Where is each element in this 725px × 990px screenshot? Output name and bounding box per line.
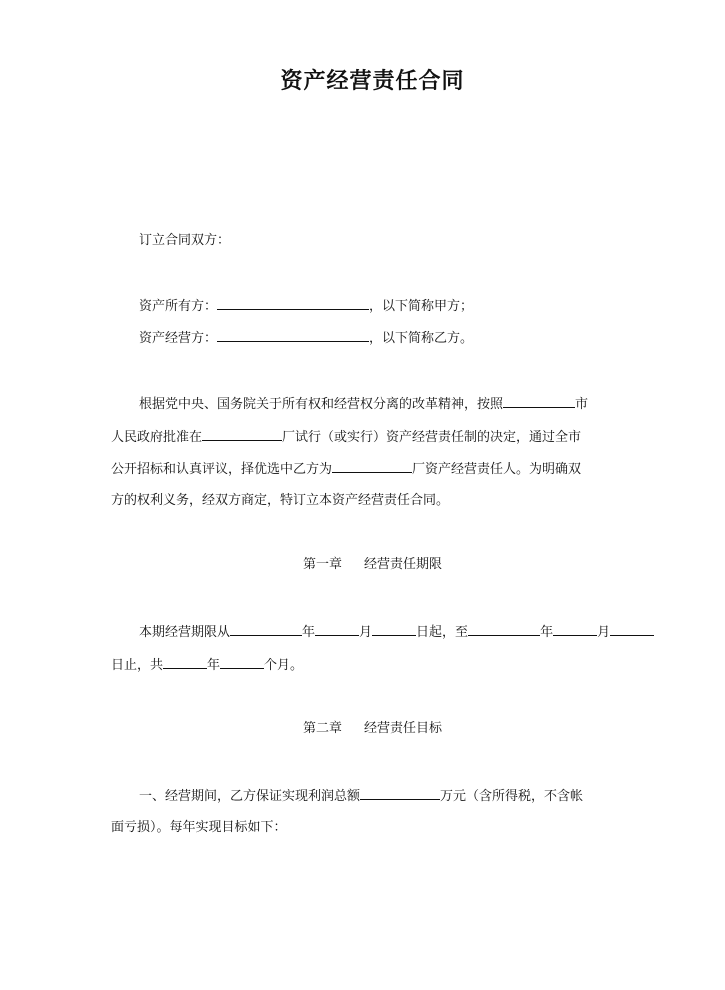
- chapter-name: 经营责任目标: [364, 721, 443, 736]
- chapter-number: 第一章: [302, 557, 342, 572]
- owner-name-blank[interactable]: [217, 296, 369, 310]
- preamble-line-4: 方的权利义务，经双方商定，特订立本资产经营责任合同。: [111, 493, 450, 508]
- document-title: 资产经营责任合同: [280, 69, 465, 94]
- city-blank[interactable]: [503, 394, 575, 408]
- preamble-text: 公开招标和认真评议，择优选中乙方为: [111, 462, 333, 477]
- term-text: 日止，共: [111, 658, 164, 673]
- chapter-1-heading: [0, 556, 725, 574]
- preamble-text: 市: [575, 397, 589, 412]
- preamble-text: 人民政府批准在: [111, 430, 203, 445]
- chapter-2-heading: [0, 720, 725, 738]
- factory-blank-2[interactable]: [332, 459, 412, 473]
- owner-suffix: ，以下简称甲方；: [369, 299, 474, 314]
- term-line-2: [111, 655, 303, 675]
- start-year-blank[interactable]: [230, 622, 302, 636]
- month-label: 月: [359, 625, 373, 640]
- year-label: 年: [207, 658, 221, 673]
- operator-label: 资产经营方：: [139, 331, 218, 346]
- preamble-line-2: [111, 427, 581, 447]
- target-text: 一、经营期间，乙方保证实现利润总额: [139, 789, 361, 804]
- chapter-number: 第二章: [302, 721, 342, 736]
- preamble-text: 根据党中央、国务院关于所有权和经营权分离的改革精神，按照: [139, 397, 504, 412]
- preamble-text: 厂资产经营责任人。为明确双: [412, 462, 582, 477]
- target-line-2: 面亏损）。每年实现目标如下：: [111, 820, 287, 835]
- start-day-blank[interactable]: [372, 622, 416, 636]
- chapter-name: 经营责任期限: [364, 557, 443, 572]
- year-label: 年: [302, 625, 316, 640]
- total-months-blank[interactable]: [220, 655, 264, 669]
- preamble-line-3: [111, 459, 581, 479]
- start-month-blank[interactable]: [315, 622, 359, 636]
- operator-suffix: ，以下简称乙方。: [369, 331, 474, 346]
- parties-intro: 订立合同双方：: [139, 233, 231, 248]
- term-text: 日起，至: [416, 625, 469, 640]
- end-month-blank[interactable]: [553, 622, 597, 636]
- total-years-blank[interactable]: [163, 655, 207, 669]
- year-label: 年: [540, 625, 554, 640]
- target-text: 万元（含所得税，不含帐: [440, 789, 584, 804]
- term-text: 本期经营期限从: [139, 625, 231, 640]
- month-label: 月: [597, 625, 611, 640]
- owner-line: [139, 296, 473, 316]
- term-line-1: [139, 622, 654, 642]
- end-day-blank[interactable]: [610, 622, 654, 636]
- preamble-line-1: [139, 394, 588, 414]
- preamble-text: 厂试行（或实行）资产经营责任制的决定，通过全市: [282, 430, 582, 445]
- owner-label: 资产所有方：: [139, 299, 218, 314]
- profit-total-blank[interactable]: [360, 786, 440, 800]
- factory-blank[interactable]: [202, 427, 282, 441]
- operator-name-blank[interactable]: [217, 328, 369, 342]
- term-text: 个月。: [264, 658, 304, 673]
- target-line-1: [139, 786, 583, 806]
- operator-line: [139, 328, 473, 348]
- end-year-blank[interactable]: [468, 622, 540, 636]
